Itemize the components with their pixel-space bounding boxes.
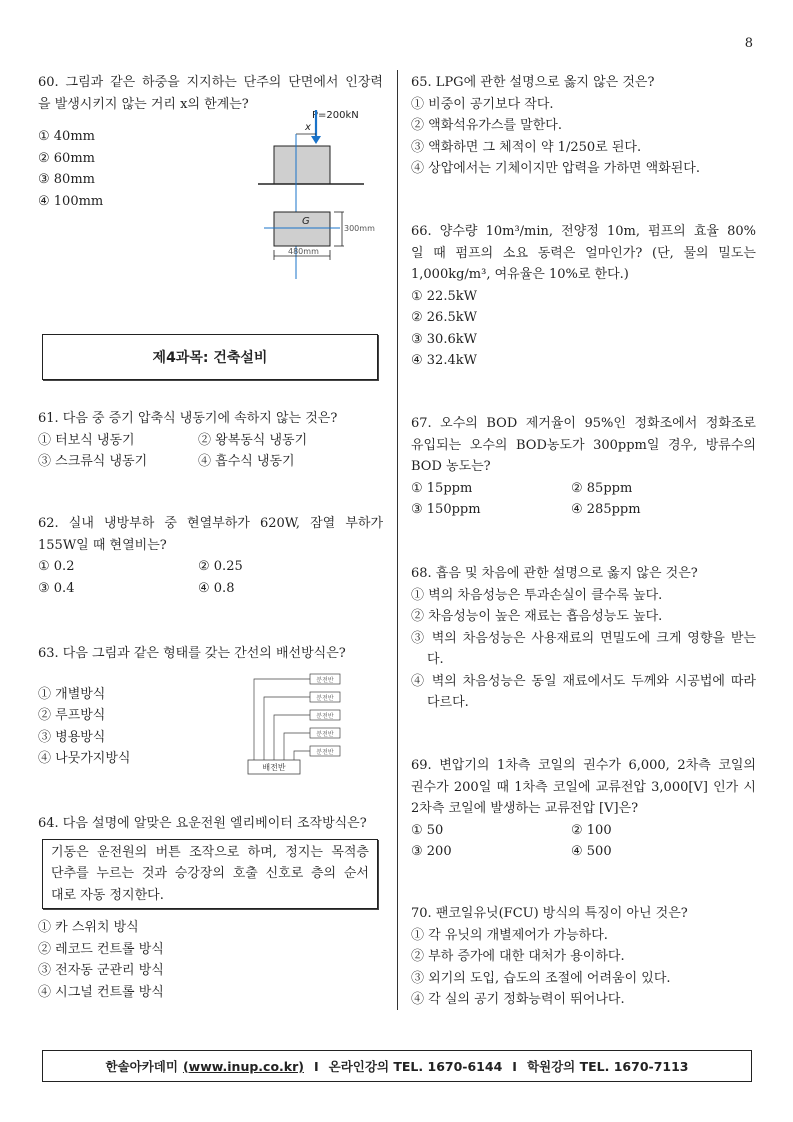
question-67-option-3: ③ 150ppm: [411, 502, 481, 517]
question-67-option-1: ① 15ppm: [411, 480, 473, 496]
question-67-line-3: BOD 농도는?: [411, 459, 491, 474]
question-65: [411, 72, 756, 180]
question-60-option-2: ② 60mm: [38, 150, 95, 166]
question-67: [411, 413, 756, 521]
question-68-option-1: ① 벽의 차음성능은 투과손실이 클수록 높다.: [411, 587, 663, 603]
question-65-option-4: ④ 상압에서는 기체이지만 압력을 가하면 액화된다.: [411, 161, 700, 176]
question-65-option-2: ② 액화석유가스를 말한다.: [411, 118, 562, 133]
main-panel-label: 배전반: [262, 763, 286, 772]
question-64: [38, 813, 383, 1003]
height-label: 300mm: [344, 224, 375, 233]
question-66-line-1: 66. 양수량 10m³/min, 전양정 10m, 펌프의 효율 80%: [411, 224, 756, 239]
question-62-line-2: 155W일 때 현열비는?: [38, 537, 167, 553]
question-64-option-1: ① 카 스위치 방식: [38, 920, 139, 935]
question-70-option-1: ① 각 유닛의 개별제어가 가능하다.: [411, 927, 608, 943]
question-64-box-line-3: 대로 자동 정지한다.: [51, 887, 164, 903]
g-label: G: [302, 216, 310, 227]
question-60-line-2: 을 발생시키지 않는 거리 x의 한계는?: [38, 96, 249, 112]
question-68-option-3: ③ 벽의 차음성능은 사용재료의 면밀도에 크게 영향을 받는다.: [411, 630, 756, 667]
question-61-text: 61. 다음 중 증기 압축식 냉동기에 속하지 않는 것은?: [38, 411, 338, 426]
footer-online-phone: 온라인강의 TEL. 1670-6144: [328, 1059, 503, 1074]
question-64-description-box: [42, 839, 378, 910]
question-67-option-2: ② 85ppm: [571, 480, 633, 496]
question-63-text: 63. 다음 그림과 같은 형태를 갖는 간선의 배선방식은?: [38, 646, 346, 661]
question-70-option-3: ③ 외기의 도입, 습도의 조절에 어려움이 있다.: [411, 970, 671, 986]
question-65-option-1: ① 비중이 공기보다 작다.: [411, 96, 554, 112]
question-61: [38, 408, 383, 473]
question-64-option-4: ④ 시그널 컨트롤 방식: [38, 984, 164, 1000]
question-63-option-2: ② 루프방식: [38, 708, 106, 723]
question-67-line-1: 67. 오수의 BOD 제거율이 95%인 정화조에서 정화조로: [411, 416, 756, 431]
feeder-wiring-figure: [244, 672, 354, 780]
branch-panel-2-label: 분전반: [316, 695, 334, 702]
question-70-text: 70. 팬코일유닛(FCU) 방식의 특징이 아닌 것은?: [411, 906, 688, 921]
question-67-option-4: ④ 285ppm: [571, 502, 641, 517]
x-label: x: [305, 122, 311, 133]
branch-panel-1-label: 분전반: [316, 677, 334, 684]
question-61-option-2: ② 왕복동식 냉동기: [198, 432, 308, 448]
question-69-option-1: ① 50: [411, 822, 444, 838]
question-63-option-3: ③ 병용방식: [38, 729, 106, 745]
question-66-option-2: ② 26.5kW: [411, 310, 477, 325]
question-70-option-2: ② 부하 증가에 대한 대처가 용이하다.: [411, 949, 625, 964]
question-60-option-1: ① 40mm: [38, 129, 95, 144]
question-60-option-3: ③ 80mm: [38, 172, 95, 187]
question-69-line-3: 2차측 코일에 발생하는 교류전압 [V]은?: [411, 801, 639, 816]
question-68-option-4: ④ 벽의 차음성능은 동일 재료에서도 두께와 시공법에 따라 다르다.: [411, 673, 756, 710]
question-65-option-3: ③ 액화하면 그 체적이 약 1/250로 된다.: [411, 139, 642, 155]
question-64-option-2: ② 레코드 컨트롤 방식: [38, 941, 164, 957]
question-67-line-2: 유입되는 오수의 BOD농도가 300ppm일 경우, 방류수의: [411, 437, 756, 453]
question-69-option-3: ③ 200: [411, 844, 452, 859]
question-62-line-1: 62. 실내 냉방부하 중 현열부하가 620W, 잠열 부하가: [38, 516, 383, 531]
question-66-line-3: 1,000kg/m³, 여유율은 10%로 한다.): [411, 267, 629, 282]
question-63-option-4: ④ 나뭇가지방식: [38, 751, 131, 766]
question-60-line-1: 60. 그림과 같은 하중을 지지하는 단주의 단면에서 인장력: [38, 75, 383, 90]
branch-panel-3-label: 분전반: [316, 713, 334, 720]
question-66-line-2: 일 때 펌프의 소요 동력은 얼마인가? (단, 물의 밀도는: [411, 245, 756, 261]
question-64-box-line-2: 단추를 누르는 것과 승강장의 호출 신호로 층의 순서: [51, 866, 369, 881]
page-number: 8: [744, 36, 753, 51]
question-69-option-4: ④ 500: [571, 844, 612, 859]
column-load-figure: [254, 104, 394, 294]
load-label: P=200kN: [312, 110, 359, 121]
column-divider: [397, 70, 398, 1010]
footer-separator-2: I: [512, 1058, 517, 1074]
question-62: [38, 513, 383, 599]
question-68-text: 68. 흡음 및 차음에 관한 설명으로 옳지 않은 것은?: [411, 566, 698, 581]
question-61-option-1: ① 터보식 냉동기: [38, 432, 135, 448]
question-69-line-1: 69. 변압기의 1차측 코일의 권수가 6,000, 2차측 코일의: [411, 758, 756, 773]
question-70-option-4: ④ 각 실의 공기 정화능력이 뛰어나다.: [411, 992, 625, 1007]
question-64-text: 64. 다음 설명에 알맞은 요운전원 엘리베이터 조작방식은?: [38, 816, 367, 831]
question-64-box-line-1: 기동은 운전원의 버튼 조작으로 하며, 정지는 목적층: [51, 844, 369, 860]
question-62-option-4: ④ 0.8: [198, 580, 235, 596]
footer-academy-name: 한솔아카데미: [105, 1059, 178, 1074]
section-title: 제4과목: 건축설비: [42, 334, 378, 380]
width-label: 480mm: [288, 247, 319, 256]
question-60-option-4: ④ 100mm: [38, 193, 104, 209]
question-65-text: 65. LPG에 관한 설명으로 옳지 않은 것은?: [411, 75, 655, 90]
branch-panel-4-label: 분전반: [316, 731, 334, 738]
question-66-option-4: ④ 32.4kW: [411, 353, 477, 368]
question-69: [411, 755, 756, 863]
footer-banner: [42, 1050, 752, 1082]
question-69-line-2: 권수가 200일 때 1차측 코일에 교류전압 3,000[V] 인가 시: [411, 779, 756, 795]
question-68: [411, 563, 756, 714]
question-61-option-3: ③ 스크류식 냉동기: [38, 454, 148, 469]
question-66-option-3: ③ 30.6kW: [411, 331, 477, 347]
question-66-option-1: ① 22.5kW: [411, 288, 477, 304]
footer-separator-1: I: [313, 1058, 319, 1074]
question-68-option-2: ② 차음성능이 높은 재료는 흡음성능도 높다.: [411, 609, 663, 624]
question-62-option-3: ③ 0.4: [38, 580, 75, 596]
question-61-option-4: ④ 흡수식 냉동기: [198, 454, 295, 469]
question-66: [411, 221, 756, 372]
question-63-option-1: ① 개별방식: [38, 686, 106, 702]
question-69-option-2: ② 100: [571, 822, 612, 838]
branch-panel-5-label: 분전반: [316, 749, 334, 756]
question-62-option-1: ① 0.2: [38, 559, 75, 574]
question-70: [411, 903, 756, 1011]
question-62-option-2: ② 0.25: [198, 559, 243, 574]
footer-website-link[interactable]: (www.inup.co.kr): [182, 1058, 304, 1074]
footer-offline-phone: 학원강의 TEL. 1670-7113: [526, 1059, 689, 1074]
question-64-option-3: ③ 전자동 군관리 방식: [38, 963, 164, 978]
